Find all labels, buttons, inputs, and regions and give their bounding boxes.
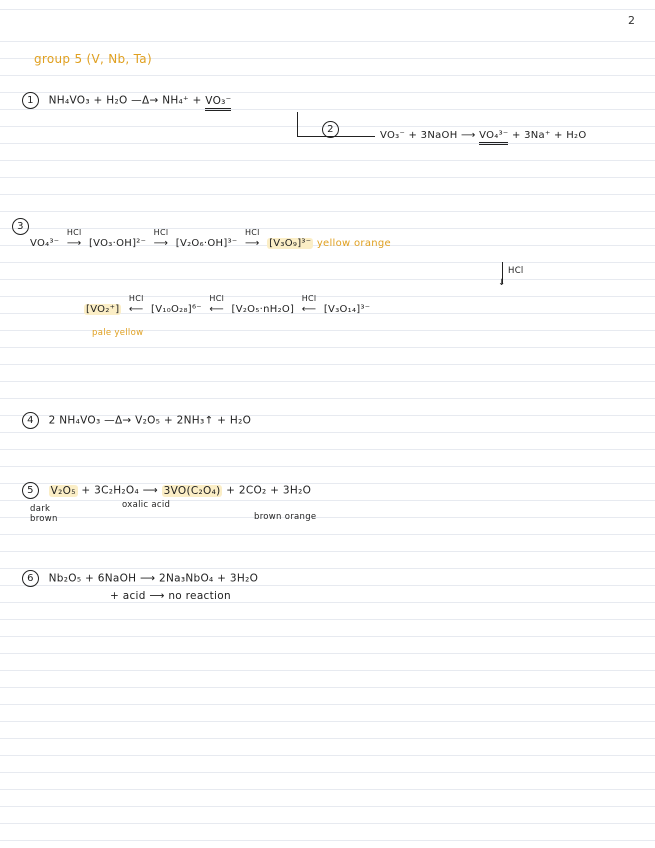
heat-arrow: —Δ→ (131, 94, 159, 107)
vo4-ion: VO₄³⁻ (479, 130, 508, 145)
products: NH₄⁺ + (162, 94, 206, 107)
reaction-6: 6 Nb₂O₅ + 6NaOH ⟶ 2Na₃NbO₄ + 3H₂O (22, 570, 258, 587)
reaction-6-line-2: + acid ⟶ no reaction (110, 590, 231, 602)
page-number: 2 (628, 14, 635, 27)
bracket-vertical (297, 112, 298, 136)
reaction-3-line-2: [VO₂⁺] HCl ⟵ [V₁₀O₂₈]⁶⁻ HCl ⟵ [V₂O₅·nH₂O] HCl ⟵ [V₃O₁₄]³⁻ (86, 294, 371, 315)
vo3-ion: VO₃⁻ (205, 95, 231, 111)
reaction-4: 4 2 NH₄VO₃ —Δ→ V₂O₅ + 2NH₃↑ + H₂O (22, 412, 251, 429)
color-note: yellow orange (316, 238, 392, 249)
reaction-3-line-1: VO₄³⁻ HCl ⟶ [VO₃·OH]²⁻ HCl ⟶ [V₂O₆·OH]³⁻ HCl ⟶ [V₃O₉]³⁻ yellow orange (30, 228, 392, 249)
reaction-5: 5 V₂O₅ + 3C₂H₂O₄ ⟶ 3VO(C₂O₄) + 2CO₂ + 3H₂O (22, 482, 311, 499)
note-oxalic: oxalic acid (122, 500, 171, 510)
down-label: HCl (508, 266, 524, 276)
pale-yellow-note: pale yellow (92, 328, 144, 338)
reaction-3-number: 3 (12, 218, 35, 235)
step-number: 1 (22, 92, 39, 109)
note-brown-orange: brown orange (254, 512, 317, 522)
reaction-1 (22, 92, 231, 109)
heading: group 5 (V, Nb, Ta) (34, 52, 152, 66)
reaction-2-number: 2 (322, 121, 345, 138)
note-dark-brown: dark brown (30, 504, 58, 524)
reactants: NH₄VO₃ + H₂O (48, 94, 128, 107)
reaction-2: VO₃⁻ + 3NaOH ⟶ VO₄³⁻ + 3Na⁺ + H₂O (380, 130, 587, 141)
